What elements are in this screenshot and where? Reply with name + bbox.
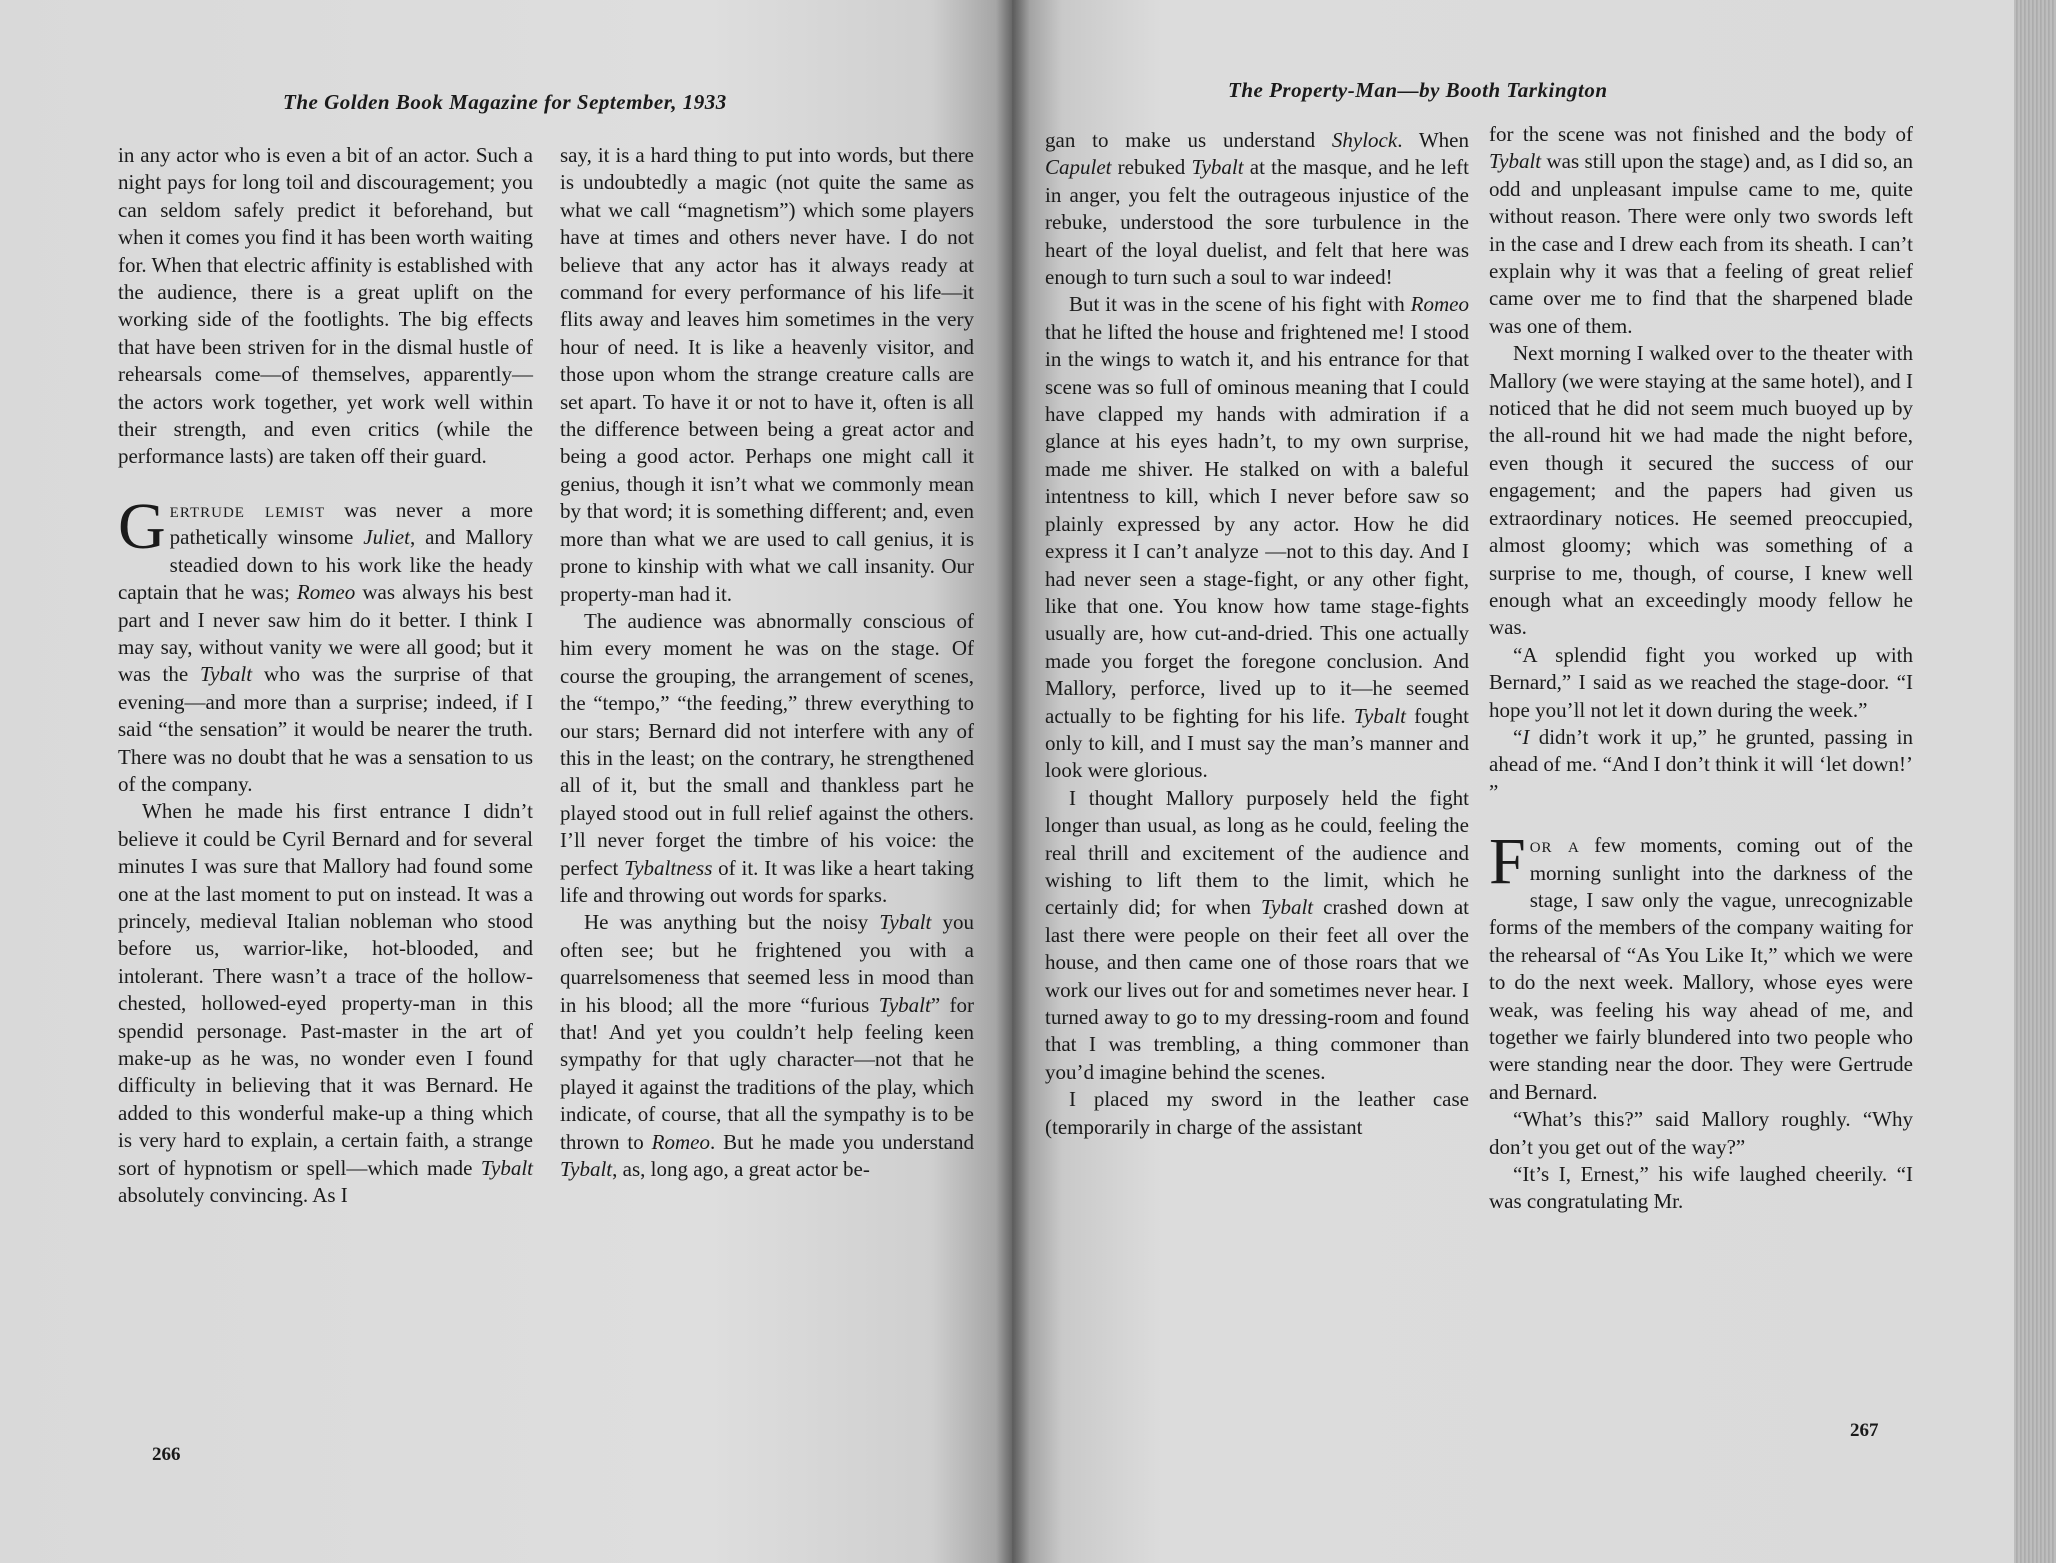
paragraph: He was anything but the noisy Tybalt you often see; but he frightened you with a quarrelsomeness that seemed less in mood than in his blood; all the more “furious Tybalt” for that! And yet you couldn’t help feeling keen sympathy for that ugly character—not that he played it against the traditions of the play, which indicate, of course, that all the sympathy is to be thrown to Romeo. But he made you understand Tybalt, as, long ago, a great actor be- <box>560 910 975 1182</box>
running-head-left: The Golden Book Magazine for September, 1933 <box>283 90 727 114</box>
running-head-right: The Property-Man—by Booth Tarkington <box>1228 78 1608 102</box>
page-number-right: 267 <box>1850 1420 1879 1441</box>
paragraph: “It’s I, Ernest,” his wife laughed cheerily. “I was congratulating Mr. <box>1489 1162 1913 1214</box>
paragraph-dropcap: For a few moments, coming out of the morning sunlight into the darkness of the stage, I saw only the vague, unrecognizable forms of the members of the company waiting for the rehearsal of “As You Like It,” which we were to do the next week. Mallory, whose eyes were weak, was feeling his way ahead of me, and together we fairly blundered into two people who were standing near the door. They were Gertrude and Bernard. <box>1489 825 1914 1104</box>
paragraph: Next morning I walked over to the theater with Mallory (we were staying at the same hotel), and I noticed that he did not seem much buoyed up by the all-round hit we had made the night before, even though it secured the success of our engagement; and the papers had given us extraordinary notices. He seemed preoccupied, almost gloomy; which was something of a surprise to me, though, of course, I knew well enough what an exceedingly moody fellow he was. <box>1489 341 1913 640</box>
paragraph: “A splendid fight you worked up with Bernard,” I said as we reached the stage-door. “I hope you’ll not let it down during the week.” <box>1489 642 1913 722</box>
paragraph-dropcap: Gertrude lemist was never a more pathetically winsome Juliet, and Mallory steadied down to his work like the heady captain that he was; Romeo was always his best part and I never saw him do it better. I think I may say, without vanity we were all good; but it was the Tybalt who was the surprise of that evening—and more than a surprise; indeed, if I said “the sensation” it would be nearer the truth. There was no doubt that he was a sensation to us of the company. <box>118 489 534 796</box>
page-number-left: 266 <box>152 1444 181 1465</box>
right-column-2 <box>1489 121 1913 1216</box>
paragraph: say, it is a hard thing to put into words, but there is undoubtedly a magic (not quite the same as what we call “magnetism”) which some players have at times and others never have. I do not believe that any actor has it always ready at command for every performance of his life—it flits away and leaves him sometimes in the very hour of need. It is like a heavenly visitor, and those upon whom the strange creature calls are set apart. To have it or not to have it, often is all the difference between being a great actor and being a good actor. Perhaps one might call it genius, though it isn’t what we commonly mean by that word; it is something different; and, even more than what we are used to call genius, it is prone to kinship with what we call insanity. Our property-man had it. <box>560 143 974 606</box>
paragraph: in any actor who is even a bit of an actor. Such a night pays for long toil and discouragement; you can seldom safely predict it beforehand, but when it comes you find it has been worth waiting for. When that electric affinity is established with the audience, there is a great uplift on the working side of the footlights. The big effects that have been striven for in the dismal hustle of rehearsals come—of themselves, apparently—the actors work together, yet work well within their strength, and even critics (while the performance lasts) are taken off their guard. <box>118 143 533 469</box>
paragraph: But it was in the scene of his fight with Romeo that he lifted the house and frightened me! I stood in the wings to watch it, and his entrance for that scene was so full of ominous meaning that I could have clapped my hands with admiration if a glance at his eyes hadn’t, to my own surprise, made me shiver. He stalked on with a baleful intentness to kill, which I never before saw so plainly expressed by any actor. How he did express it I can’t analyze —not to this day. And I had never seen a stage-fight, or any other fight, like that one. You know how tame stage-fights usually are, how cut-and-dried. This one actually made you forget the foregone conclusion. And Mallory, perforce, lived up to it—he seemed actually to be fighting for his life. Tybalt fought only to kill, and I must say the man’s manner and look were glorious. <box>1045 292 1470 783</box>
paragraph: “I didn’t work it up,” he grunted, passing in ahead of me. “And I don’t think it will ‘let down!’ ” <box>1489 724 1913 804</box>
paragraph: for the scene was not finished and the body of Tybalt was still upon the stage) and, as I did so, an odd and unpleasant impulse came to me, quite without reason. There were only two swords left in the case and I drew each from its sheath. I can’t explain why it was that a feeling of great relief came over me to find that the sharpened blade was one of them. <box>1489 122 1913 338</box>
paragraph: I thought Mallory purposely held the fight longer than usual, as long as he could, feeling the real thrill and excitement of the audience and wishing to lift them to the limit, which he certainly did; for when Tybalt crashed down at last there were people on their feet all over the house, and then came one of those roars that we work our lives out for and sometimes never hear. I turned away to go to my dressing-room and found that I was trembling, a thing commoner than you’d imagine behind the scenes. <box>1045 785 1469 1084</box>
right-column-1 <box>1045 127 1469 1141</box>
left-page <box>0 0 1012 1563</box>
paragraph: I placed my sword in the leather case (temporarily in charge of the assistant <box>1045 1087 1469 1139</box>
paragraph: The audience was abnormally conscious of him every moment he was on the stage. Of course the grouping, the arrangement of scenes, the “tempo,” “the feeding,” threw everything to our stars; Bernard did not interfere with any of this in the least; on the contrary, he strengthened all of it, but the small and thankless part he played stood out in full relief against the others. I’ll never forget the timbre of his voice: the perfect Tybaltness of it. It was like a heart taking life and throwing out words for sparks. <box>560 608 974 907</box>
paragraph: When he made his first entrance I didn’t believe it could be Cyril Bernard and for several minutes I was sure that Mallory had found some one at the last moment to put on instead. It was a princely, medieval Italian nobleman who stood before us, warrior-like, hot-blooded, and intolerant. There wasn’t a trace of the hollow-chested, hollowed-eyed property-man in this spendid personage. Past-master in the art of make-up as he was, no wonder even I found difficulty in believing that it was Bernard. He added to this wonderful make-up a thing which is very hard to explain, a certain faith, a strange sort of hypnotism or spell—which made Tybalt absolutely convincing. As I <box>118 799 533 1208</box>
paragraph: gan to make us understand Shylock. When Capulet rebuked Tybalt at the masque, and he left in anger, you felt the outrageous injustice of the rebuke, understood the sore turbulence in the heart of the loyal duelist, and felt that here was enough to turn such a soul to war indeed! <box>1045 128 1469 290</box>
drop-cap: F <box>1489 825 1526 899</box>
right-page <box>1012 0 2014 1563</box>
drop-cap: G <box>118 489 166 563</box>
paragraph: “What’s this?” said Mallory roughly. “Why don’t you get out of the way?” <box>1489 1107 1913 1159</box>
book-gutter-shadow <box>996 0 1030 1563</box>
page-edges <box>2014 0 2056 1563</box>
left-column-2 <box>560 142 974 1183</box>
left-column-1 <box>118 142 533 1209</box>
